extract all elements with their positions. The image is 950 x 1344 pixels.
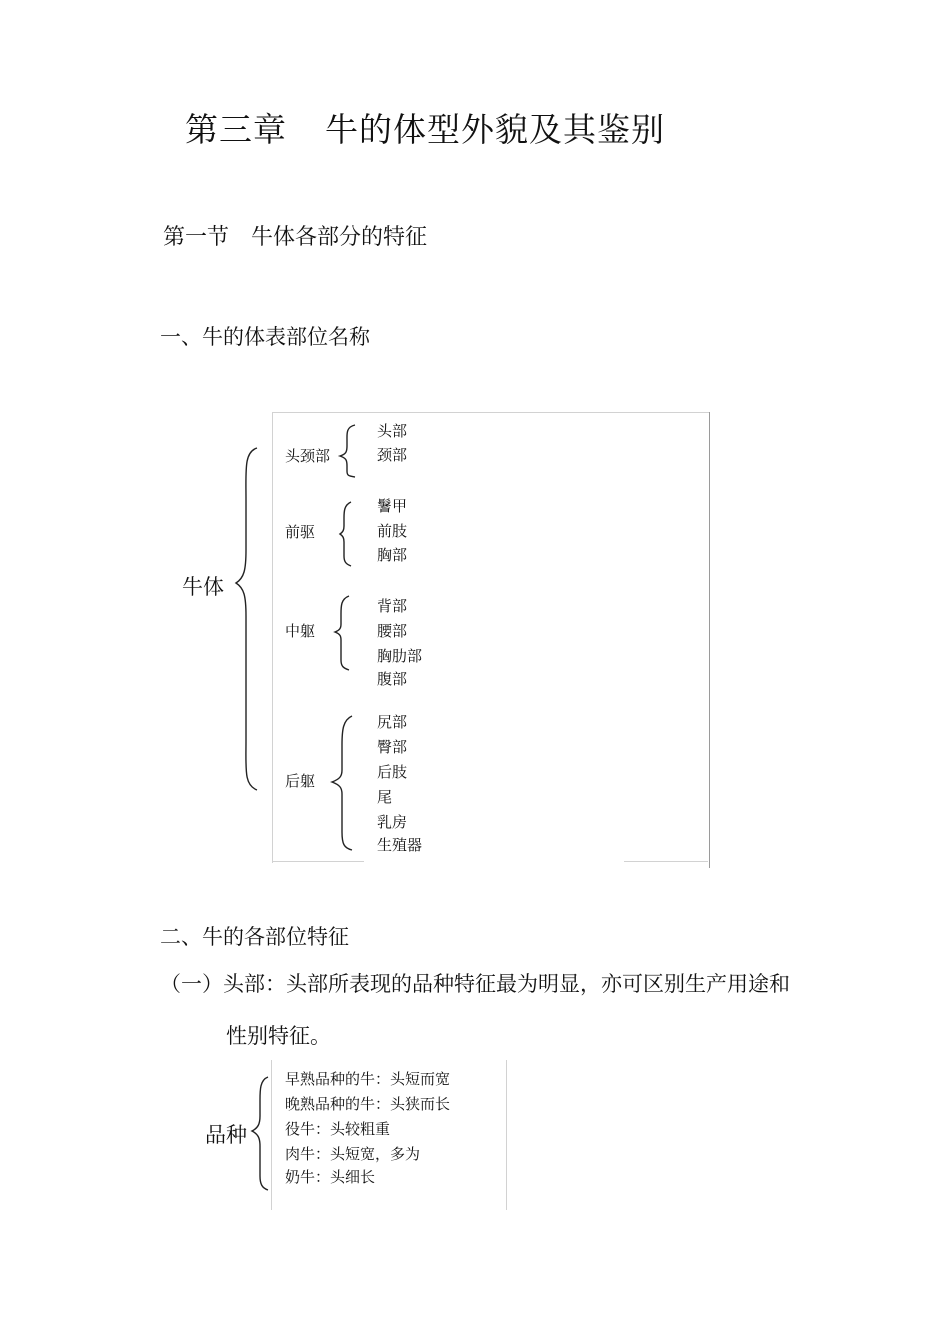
group-label-head-neck: 头颈部	[285, 447, 331, 465]
item-chest: 胸部	[377, 546, 408, 564]
heading-body-parts: 一、牛的体表部位名称	[160, 325, 370, 349]
group-label-hindbody: 后躯	[285, 772, 316, 790]
group-label-forebody: 前驱	[285, 523, 316, 541]
breed-root-label: 品种	[205, 1123, 247, 1147]
item-ribs: 胸肋部	[377, 647, 423, 665]
breed-item-beef: 肉牛：头短宽，多为	[285, 1145, 421, 1163]
heading-part-features: 二、牛的各部位特征	[160, 925, 349, 949]
item-withers: 鬐甲	[377, 497, 408, 515]
section-number: 第一节	[163, 225, 230, 250]
breed-item-early: 早熟品种的牛：头短而宽	[285, 1070, 451, 1088]
paragraph-line-2: 性别特征。	[226, 1024, 331, 1048]
breed-item-draft: 役牛：头较粗重	[285, 1120, 391, 1138]
item-hindlimb: 后肢	[377, 763, 408, 781]
item-neck: 颈部	[377, 446, 408, 464]
item-rump: 尻部	[377, 713, 408, 731]
item-tail: 尾	[377, 788, 393, 806]
chapter-name: 牛的体型外貌及其鉴别	[325, 110, 665, 149]
item-loin: 腰部	[377, 622, 408, 640]
root-label: 牛体	[182, 575, 224, 599]
item-genitals: 生殖器	[377, 836, 423, 854]
item-back: 背部	[377, 597, 408, 615]
item-forelimb: 前肢	[377, 522, 408, 540]
group-label-midbody: 中躯	[285, 622, 316, 640]
item-udder: 乳房	[377, 813, 408, 831]
breed-item-late: 晚熟品种的牛：头狭而长	[285, 1095, 451, 1113]
chapter-number: 第三章	[185, 110, 287, 149]
breed-item-dairy: 奶牛：头细长	[285, 1168, 376, 1186]
section-name: 牛体各部分的特征	[251, 225, 428, 250]
paragraph-line-1: （一）头部：头部所表现的品种特征最为明显，亦可区别生产用途和	[160, 972, 790, 996]
item-buttock: 臀部	[377, 738, 408, 756]
item-head: 头部	[377, 422, 408, 440]
item-abdomen: 腹部	[377, 670, 408, 688]
